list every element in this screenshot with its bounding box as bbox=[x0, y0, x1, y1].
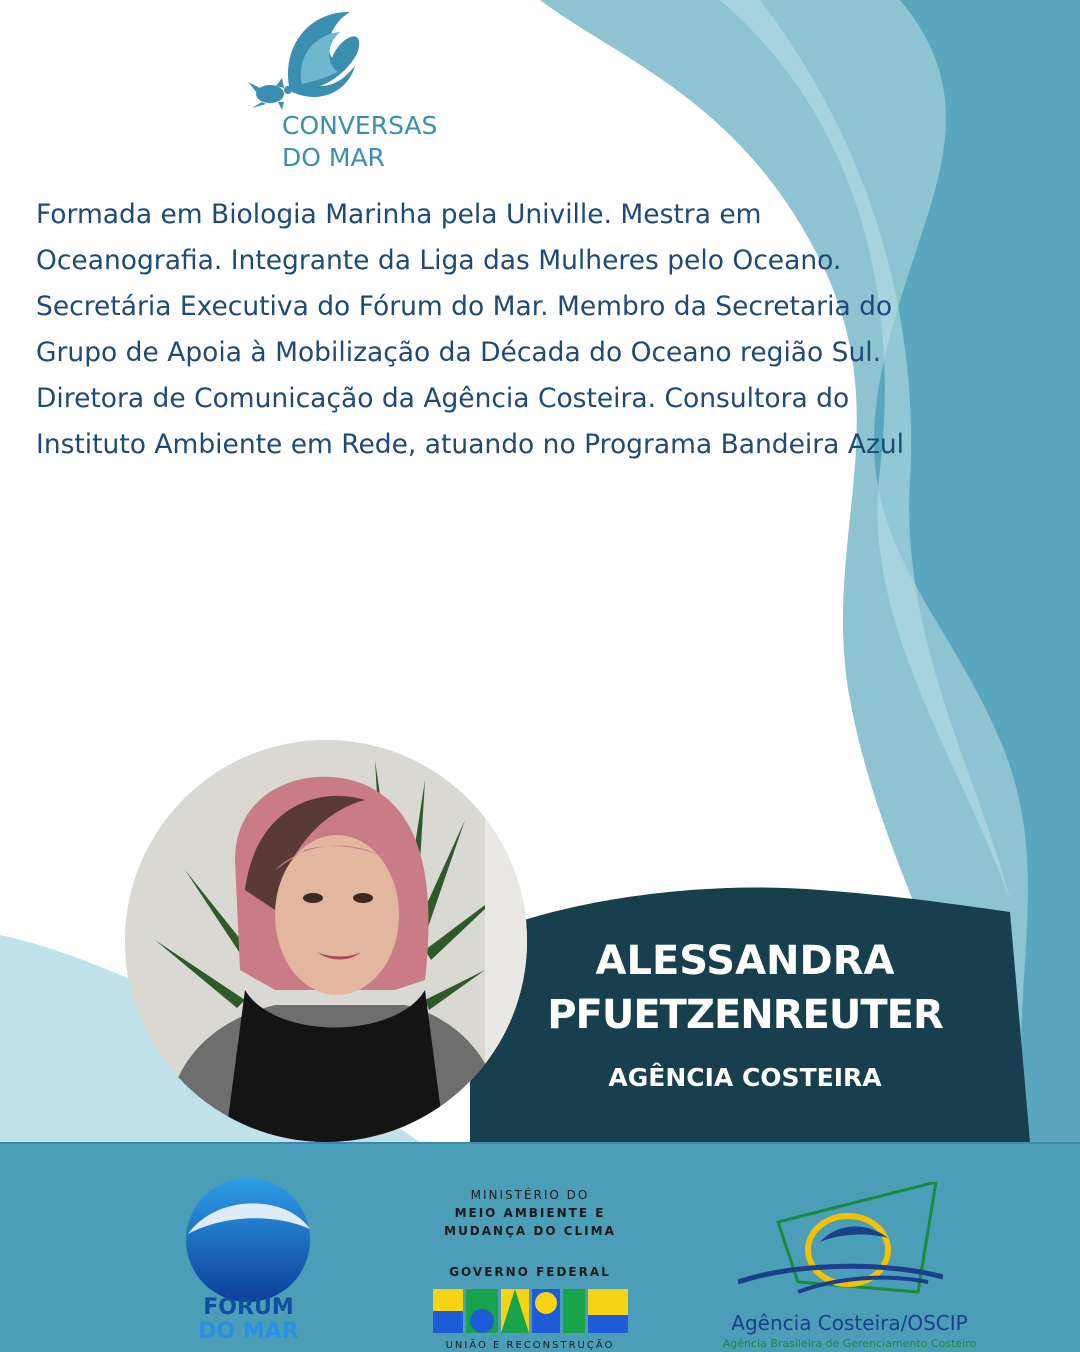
ministry-label bbox=[420, 1186, 640, 1240]
speaker-first-name: ALESSANDRA bbox=[595, 938, 895, 984]
agency-name: Agência Costeira/OSCIP bbox=[731, 1311, 968, 1335]
agency-subtitle: Agência Brasileira de Gerenciamento Costeiro bbox=[722, 1337, 977, 1350]
forum-label-2: DO MAR bbox=[198, 1319, 299, 1344]
speaker-organization: AGÊNCIA COSTEIRA bbox=[608, 1063, 882, 1092]
face bbox=[275, 835, 399, 995]
agencia-costeira-logo bbox=[738, 1182, 943, 1300]
speaker-bio: Formada em Biologia Marinha pela Univille. Mestra em Oceanografia. Integrante da Liga das Mulheres pelo Oceano. Secretária Executiva do Fórum do Mar. Membro da Secretaria do Grupo de Apoia à Mobilização da Década do Oceano região Sul. Diretora de Comunicação da Agência Costeira. Consultora do Instituto Ambiente em Rede, atuando no Programa Bandeira Azul bbox=[36, 199, 905, 460]
gov-slogan: UNIÃO E RECONSTRUÇÃO bbox=[445, 1340, 615, 1351]
ministry-line2: MEIO AMBIENTE E bbox=[454, 1206, 606, 1220]
forum-label-1: FÓRUM bbox=[203, 1295, 294, 1320]
gov-label: GOVERNO FEDERAL bbox=[449, 1265, 611, 1279]
ministry-line1: MINISTÉRIO DO bbox=[470, 1188, 590, 1202]
sponsor-footer bbox=[0, 1142, 1080, 1352]
brasil-logo bbox=[433, 1285, 628, 1337]
speaker-photo bbox=[125, 740, 527, 1142]
brand-line2: DO MAR bbox=[282, 143, 385, 172]
brand-wordmark bbox=[282, 110, 437, 174]
brand-line1: CONVERSAS bbox=[282, 111, 438, 140]
ministry-line3: MUDANÇA DO CLIMA bbox=[444, 1224, 616, 1238]
turtle-icon bbox=[248, 78, 292, 110]
speaker-last-name: PFUETZENREUTER bbox=[547, 992, 943, 1038]
